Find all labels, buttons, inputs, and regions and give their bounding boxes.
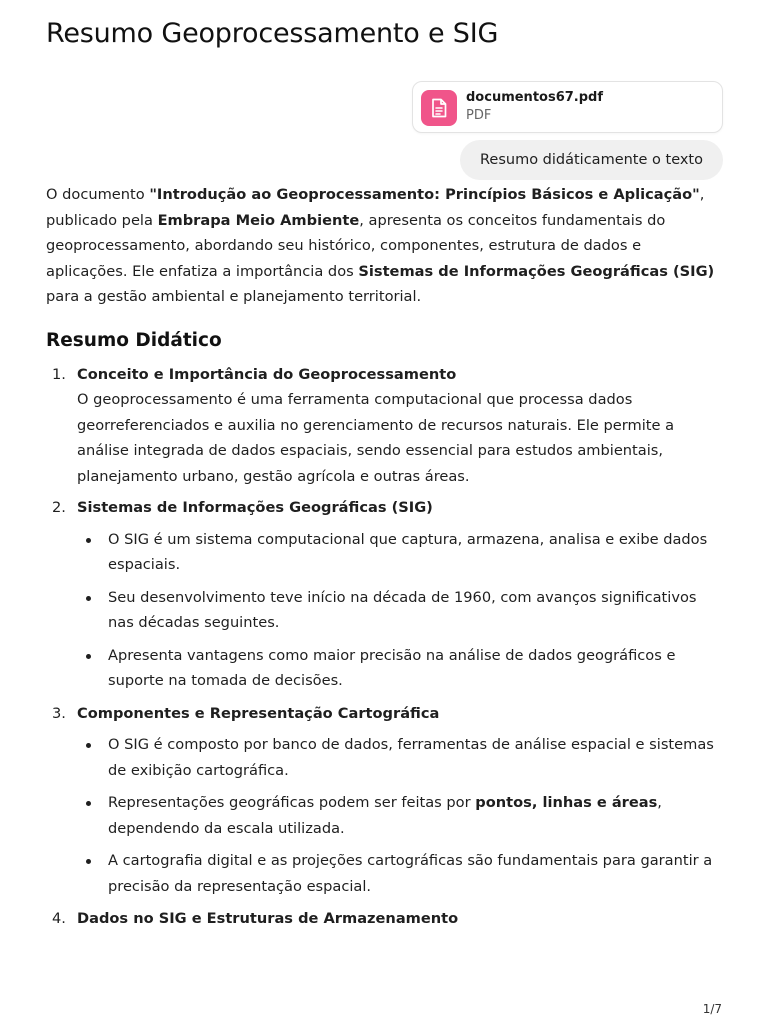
item-title: Dados no SIG e Estruturas de Armazenamento <box>77 910 459 927</box>
attachment-card[interactable] <box>412 81 723 133</box>
attachment-file-name: documentos67.pdf <box>466 90 603 105</box>
intro-document-title: "Introdução ao Geoprocessamento: Princípios Básicos e Aplicação" <box>149 186 700 203</box>
bullet-list <box>77 527 726 694</box>
bullet-item: O SIG é composto por banco de dados, ferramentas de análise espacial e sistemas de exibição cartográfica. <box>77 732 726 783</box>
bullet-item <box>77 790 726 841</box>
item-number: 3. <box>52 704 66 722</box>
section-heading: Resumo Didático <box>46 329 222 351</box>
page-title: Resumo Geoprocessamento e SIG <box>46 18 499 49</box>
bullet-item: Apresenta vantagens como maior precisão na análise de dados geográficos e suporte na tomada de decisões. <box>77 643 726 694</box>
intro-text: para a gestão ambiental e planejamento territorial. <box>46 288 422 305</box>
bullet-list <box>77 732 726 899</box>
item-number: 1. <box>52 365 66 383</box>
list-item <box>46 701 726 900</box>
bullet-item: O SIG é um sistema computacional que captura, armazena, analisa e exibe dados espaciais. <box>77 527 726 578</box>
bullet-text: Representações geográficas podem ser feitas por <box>108 794 476 811</box>
intro-text: , publicado pela <box>46 186 705 229</box>
summary-list <box>46 362 726 932</box>
list-item <box>46 362 726 490</box>
bullet-text: , dependendo da escala utilizada. <box>108 794 662 837</box>
attachment-file-type: PDF <box>466 108 492 123</box>
assistant-response <box>46 182 726 938</box>
item-text: O geoprocessamento é uma ferramenta computacional que processa dados georreferenciados e auxilia no gerenciamento de recursos naturais. Ele permite a análise integrada de dados espaciais, sendo essencial para estudos ambientais, planejamento urbano, gestão agrícola e outras áreas. <box>77 391 675 485</box>
document-icon <box>421 90 457 126</box>
page-number: 1/7 <box>702 1002 722 1016</box>
item-title: Conceito e Importância do Geoprocessamento <box>77 365 457 383</box>
intro-sig-term: Sistemas de Informações Geográficas (SIG) <box>358 262 715 280</box>
item-number: 4. <box>52 910 66 927</box>
intro-text: , apresenta os conceitos fundamentais do geoprocessamento, abordando seu histórico, componentes, estrutura de dados e aplicações. Ele enfatiza a importância dos <box>46 211 666 280</box>
list-item <box>46 495 726 694</box>
bullet-item: A cartografia digital e as projeções cartográficas são fundamentais para garantir a precisão da representação espacial. <box>77 848 726 899</box>
intro-publisher: Embrapa Meio Ambiente <box>157 211 360 229</box>
intro-text: O documento <box>46 186 150 203</box>
item-title: Sistemas de Informações Geográficas (SIG) <box>77 499 433 516</box>
bullet-item: Seu desenvolvimento teve início na década de 1960, com avanços significativos nas décadas seguintes. <box>77 585 726 636</box>
item-number: 2. <box>52 499 66 516</box>
user-message-bubble: Resumo didáticamente o texto <box>460 140 723 180</box>
list-item <box>46 906 726 932</box>
bullet-emphasis: pontos, linhas e áreas <box>475 794 658 811</box>
intro-paragraph <box>46 182 726 310</box>
item-title: Componentes e Representação Cartográfica <box>77 704 440 722</box>
